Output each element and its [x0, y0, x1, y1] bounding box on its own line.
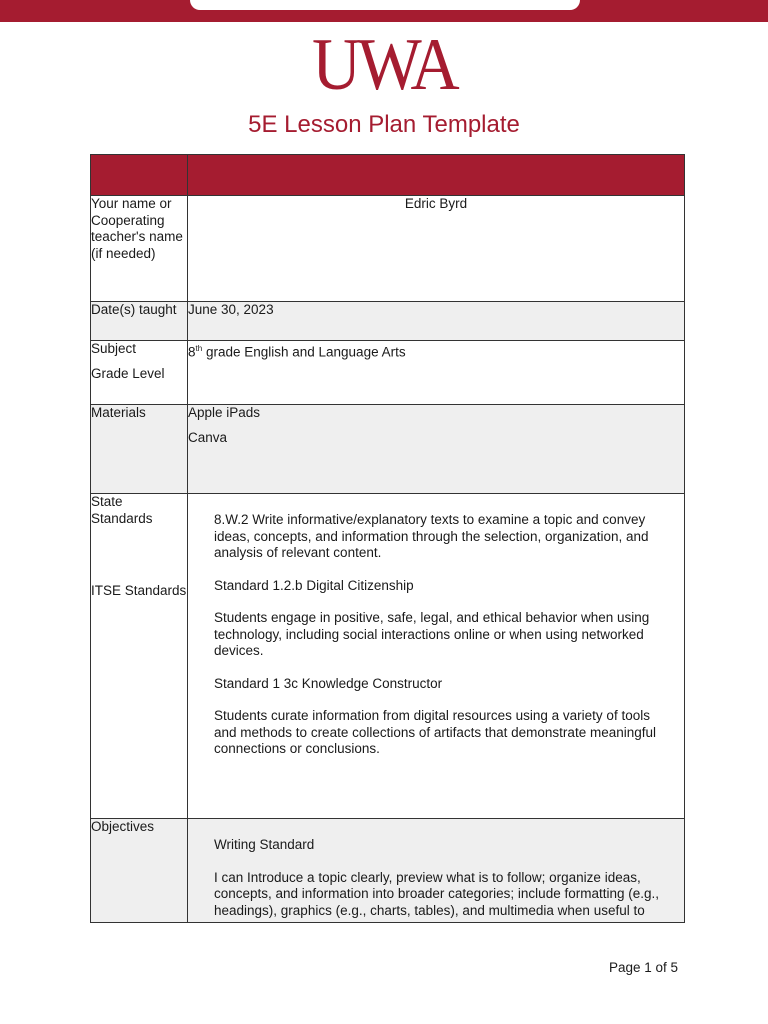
- header-cell-right: [188, 155, 685, 196]
- table-row-name: [91, 196, 685, 302]
- grade-number: 8: [188, 344, 196, 360]
- row-value-date: June 30, 2023: [188, 302, 685, 341]
- page-title: 5E Lesson Plan Template: [248, 111, 520, 138]
- standard-paragraph: Standard 1.2.b Digital Citizenship: [214, 577, 414, 593]
- material-item: Apple iPads: [188, 405, 261, 420]
- material-item: Canva: [188, 429, 228, 445]
- table-row-date: [91, 302, 685, 341]
- state-standards-label: State Standards: [91, 494, 153, 526]
- objective-paragraph: Writing Standard: [214, 837, 315, 852]
- subject-text: grade English and Language Arts: [202, 344, 406, 360]
- page-number: Page 1 of 5: [608, 960, 678, 975]
- header-tab: [190, 0, 580, 10]
- standard-paragraph: Standard 1 3c Knowledge Constructor: [214, 675, 443, 691]
- table-row-materials: [91, 405, 685, 494]
- grade-level-label: Grade Level: [91, 365, 165, 381]
- table-row-standards: [91, 494, 685, 819]
- standard-paragraph: Students curate information from digital resources using a variety of tools and methods to create collections of artifacts that demonstrate meaningful connections or conclusions.: [214, 708, 656, 756]
- row-value-materials: [188, 405, 685, 494]
- row-label-materials: Materials: [91, 405, 188, 494]
- row-label-date: Date(s) taught: [91, 302, 188, 341]
- row-label-subject: [91, 341, 188, 405]
- row-value-objectives: [188, 819, 685, 923]
- table-row-objectives: [91, 819, 685, 923]
- uwa-logo: UWA: [311, 24, 457, 106]
- standard-paragraph: 8.W.2 Write informative/explanatory texts to examine a topic and convey ideas, concepts, and information through the selection, organization, and analysis of relevant content.: [214, 512, 649, 560]
- standard-paragraph: Students engage in positive, safe, legal, and ethical behavior when using technology, including social interactions online or when using networked devices.: [214, 610, 650, 658]
- lesson-plan-table: [90, 154, 685, 923]
- grade-suffix: th: [195, 344, 203, 353]
- row-value-standards: [188, 494, 685, 819]
- objective-paragraph: I can Introduce a topic clearly, preview what is to follow; organize ideas, concepts, and information into broader categories; include formatting (e.g., headings), graphics (e.g., charts, tables), and multimedia when useful to: [214, 869, 659, 918]
- itse-standards-label: ITSE Standards: [91, 583, 187, 598]
- row-label-standards: [91, 494, 188, 819]
- table-header-row: [91, 155, 685, 196]
- header-cell-left: [91, 155, 188, 196]
- row-label-objectives: Objectives: [91, 819, 188, 923]
- row-value-name: Edric Byrd: [188, 196, 685, 302]
- row-value-subject: [188, 341, 685, 405]
- subject-label: Subject: [91, 341, 137, 356]
- table-row-subject: [91, 341, 685, 405]
- row-label-name: Your name or Cooperating teacher's name (if needed): [91, 196, 188, 302]
